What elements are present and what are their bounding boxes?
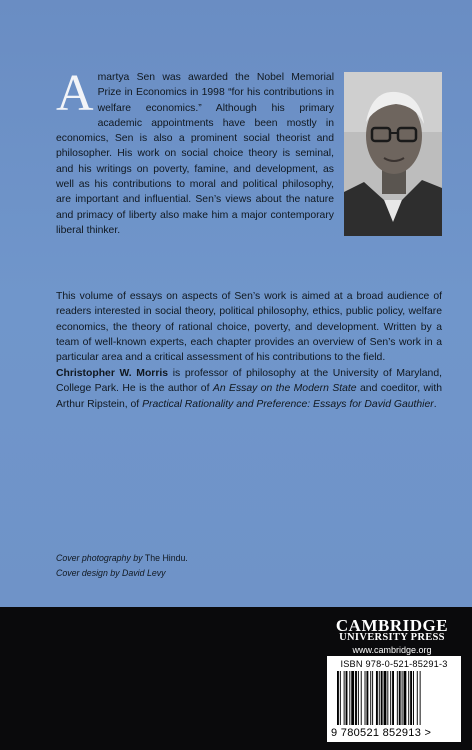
isbn-barcode — [327, 656, 461, 742]
publisher-logo-press: UNIVERSITY PRESS — [339, 632, 445, 643]
editor-bio-text-1: is professor of philosophy at the University of Maryland, College Park. He is the author of — [56, 368, 442, 395]
book-title-2: Practical Rationality and Preference: Essays for David Gauthier — [142, 398, 434, 410]
author-portrait-photo — [344, 72, 442, 236]
publisher-url: www.cambridge.org — [352, 645, 432, 655]
editor-bio-text-2: and coeditor, with Arthur Ripstein, of — [56, 383, 442, 410]
editor-bio-text-3: . — [433, 398, 437, 410]
editor-name: Christopher W. Morris — [56, 368, 169, 379]
cover-credits — [56, 551, 188, 581]
drop-cap-letter: A — [56, 65, 94, 122]
book-title-1: An Essay on the Modern State — [212, 383, 357, 395]
photo-credit-source: The Hindu. — [142, 553, 188, 563]
author-bio-paragraph — [56, 65, 334, 238]
author-bio-text: martya Sen was awarded the Nobel Memorial Prize in Economics in 1998 “for his contributions in welfare economics.” Although his primary academic appointments have been mostly in economics, Sen is also a prominent social theorist and philosopher. His work on social choice theory is seminal, and his writings on poverty, famine, and development, as well as his contributions to moral and political philosophy, are important and influential. Sen’s views about the nature and primacy of liberty also make him a major contemporary liberal thinker. — [56, 72, 334, 236]
barcode-digits: 9 780521 852913 > — [331, 727, 432, 739]
publisher-logo-name: CAMBRIDGE — [335, 616, 449, 635]
barcode-bars — [333, 671, 455, 727]
isbn-number: ISBN 978-0-521-85291-3 — [340, 659, 448, 669]
photo-credit-label: Cover photography by — [56, 553, 143, 563]
volume-description-paragraph: This volume of essays on aspects of Sen’s work is aimed at a broad audience of readers interested in social theory, political philosophy, ethics, public policy, welfare economics, the theory of rational choice, poverty, and development. Written by a team of well-known experts, each chapter provides an overview of Sen’s work in a particular area and a critical assessment of his contributions to the field. — [56, 291, 442, 364]
portrait-illustration — [344, 72, 442, 236]
design-credit: Cover design by David Levy — [56, 568, 166, 578]
editor-bio-paragraph — [56, 366, 442, 412]
photo-credit — [56, 551, 188, 566]
